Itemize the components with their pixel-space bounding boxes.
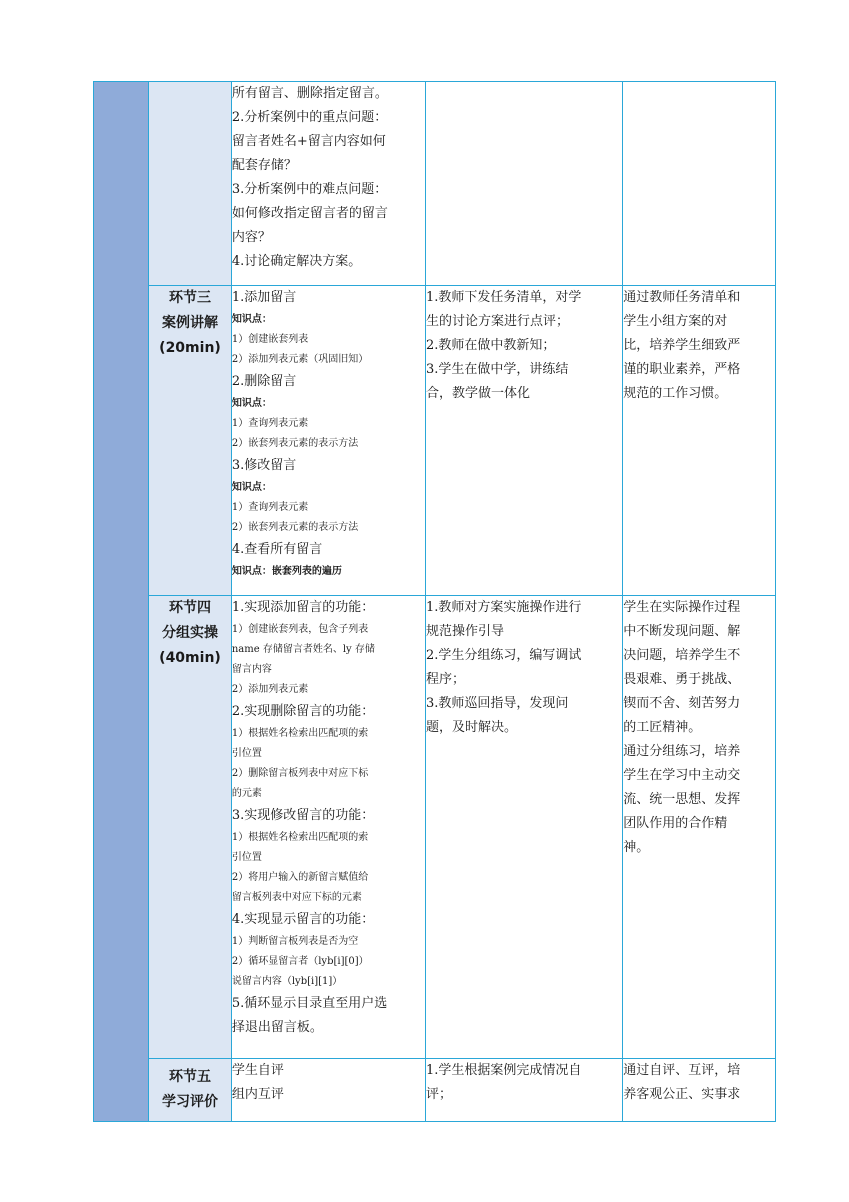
cell-line: 1）查询列表元素 <box>231 418 309 429</box>
cell-line: 1.添加留言 <box>231 290 297 305</box>
cell-line: 通过分组练习，培养 <box>623 744 741 759</box>
teacher-activity-cell <box>425 82 622 286</box>
stage-label <box>149 1065 231 1115</box>
cell-line: 学生在实际操作过程 <box>623 600 741 615</box>
cell-line: 养客观公正、实事求 <box>623 1087 741 1102</box>
cell-line: 1）根据姓名检索出匹配项的索 <box>231 832 369 843</box>
table-row <box>94 286 776 596</box>
cell-line: 知识点：嵌套列表的遍历 <box>231 566 342 577</box>
stage-cell <box>149 596 232 1059</box>
stage-line: (40min) <box>159 650 221 666</box>
side-band <box>94 82 149 1122</box>
cell-line: 2）嵌套列表元素的表示方法 <box>231 522 359 533</box>
cell-line: 5.循环显示目录直至用户选 <box>231 996 388 1011</box>
goal-cell <box>623 286 776 596</box>
stage-cell <box>149 1059 232 1122</box>
cell-line: 1）判断留言板列表是否为空 <box>231 936 359 947</box>
cell-line: 生的讨论方案进行点评； <box>425 314 569 329</box>
cell-line: 规范的工作习惯。 <box>623 386 728 401</box>
content-cell <box>231 82 425 286</box>
cell-line: 比，培养学生细致严 <box>623 338 741 353</box>
stage-line: (20min) <box>159 340 221 356</box>
cell-line: 知识点： <box>231 482 272 493</box>
cell-line: 择退出留言板。 <box>231 1020 323 1035</box>
cell-line: 1）创建嵌套列表 <box>231 334 309 345</box>
teacher-activity-cell <box>425 286 622 596</box>
cell-line: 知识点： <box>231 314 272 325</box>
cell-line: 题，及时解决。 <box>425 720 517 735</box>
cell-line: 内容？ <box>231 230 271 245</box>
cell-line: 3.教师巡回指导，发现问 <box>425 696 569 711</box>
teacher-activity-cell <box>425 596 622 1059</box>
cell-line: 2）添加列表元素（巩固旧知） <box>231 354 369 365</box>
cell-line: 引位置 <box>231 852 262 863</box>
cell-line: 通过自评、互评，培 <box>623 1063 741 1078</box>
cell-line: 引位置 <box>231 748 262 759</box>
table-row <box>94 596 776 1059</box>
cell-line: 如何修改指定留言者的留言 <box>231 206 388 221</box>
stage-line: 环节四 <box>169 600 211 616</box>
cell-line: 1）创建嵌套列表，包含子列表 <box>231 624 369 635</box>
cell-line: 2.实现删除留言的功能： <box>231 704 375 719</box>
stage-cell <box>149 286 232 596</box>
cell-line: 1.教师对方案实施操作进行 <box>425 600 582 615</box>
lesson-plan-table <box>93 81 776 1122</box>
goal-cell <box>623 596 776 1059</box>
stage-label <box>149 286 231 361</box>
cell-line: 留言内容 <box>231 664 272 675</box>
cell-line: 通过教师任务清单和 <box>623 290 741 305</box>
cell-line: 2）添加列表元素 <box>231 684 309 695</box>
cell-line: 中不断发现问题、解 <box>623 624 741 639</box>
cell-line: 决问题，培养学生不 <box>623 648 741 663</box>
cell-line: 1.学生根据案例完成情况自 <box>425 1063 582 1078</box>
teacher-activity-cell <box>425 1059 622 1122</box>
goal-cell <box>623 1059 776 1122</box>
cell-line: 评； <box>425 1087 452 1102</box>
stage-line: 环节五 <box>169 1069 211 1085</box>
stage-label <box>149 596 231 671</box>
table-row <box>94 82 776 286</box>
cell-line: 2.分析案例中的重点问题： <box>231 110 388 125</box>
cell-line: 所有留言、删除指定留言。 <box>231 86 388 101</box>
stage-line: 案例讲解 <box>162 315 218 331</box>
cell-line: 学生小组方案的对 <box>623 314 728 329</box>
cell-line: 4.实现显示留言的功能： <box>231 912 375 927</box>
cell-line: 的工匠精神。 <box>623 720 702 735</box>
cell-line: 3.学生在做中学，讲练结 <box>425 362 569 377</box>
cell-line: 2）将用户输入的新留言赋值给 <box>231 872 369 883</box>
cell-line: 学生在学习中主动交 <box>623 768 741 783</box>
stage-line: 分组实操 <box>162 625 218 641</box>
cell-line: 2.删除留言 <box>231 374 297 389</box>
cell-line: 谨的职业素养，严格 <box>623 362 741 377</box>
cell-line: 4.讨论确定解决方案。 <box>231 254 362 269</box>
cell-line: 留言板列表中对应下标的元素 <box>231 892 362 903</box>
cell-line: 1.实现添加留言的功能： <box>231 600 375 615</box>
cell-line: 3.实现修改留言的功能： <box>231 808 375 823</box>
cell-line: 流、统一思想、发挥 <box>623 792 741 807</box>
content-cell <box>231 596 425 1059</box>
cell-line: 的元素 <box>231 788 262 799</box>
cell-line: 团队作用的合作精 <box>623 816 728 831</box>
cell-line: 1.教师下发任务清单，对学 <box>425 290 582 305</box>
cell-line: 配套存储？ <box>231 158 297 173</box>
cell-line: 知识点： <box>231 398 272 409</box>
cell-line: 组内互评 <box>231 1087 284 1102</box>
cell-line: 2）删除留言板列表中对应下标 <box>231 768 369 779</box>
table-row <box>94 1059 776 1122</box>
cell-line: 4.查看所有留言 <box>231 542 323 557</box>
stage-line: 学习评价 <box>162 1094 218 1110</box>
cell-line: name 存储留言者姓名、ly 存储 <box>231 644 375 655</box>
cell-line: 规范操作引导 <box>425 624 504 639</box>
cell-line: 3.修改留言 <box>231 458 297 473</box>
cell-line: 锲而不舍、刻苦努力 <box>623 696 741 711</box>
stage-line: 环节三 <box>169 290 211 306</box>
cell-line: 合，教学做一体化 <box>425 386 530 401</box>
cell-line: 程序； <box>425 672 465 687</box>
cell-line: 说留言内容（lyb[i][1]） <box>231 976 343 987</box>
cell-line: 3.分析案例中的难点问题： <box>231 182 388 197</box>
cell-line: 2）循环显留言者（lyb[i][0]） <box>231 956 369 967</box>
cell-line: 学生自评 <box>231 1063 284 1078</box>
cell-line: 1）根据姓名检索出匹配项的索 <box>231 728 369 739</box>
stage-cell <box>149 82 232 286</box>
cell-line: 神。 <box>623 840 650 855</box>
content-cell <box>231 1059 425 1122</box>
cell-line: 2.学生分组练习，编写调试 <box>425 648 582 663</box>
content-cell <box>231 286 425 596</box>
cell-line: 2）嵌套列表元素的表示方法 <box>231 438 359 449</box>
cell-line: 1）查询列表元素 <box>231 502 309 513</box>
cell-line: 2.教师在做中教新知； <box>425 338 556 353</box>
cell-line: 留言者姓名+留言内容如何 <box>231 134 386 149</box>
goal-cell <box>623 82 776 286</box>
cell-line: 畏艰难、勇于挑战、 <box>623 672 741 687</box>
